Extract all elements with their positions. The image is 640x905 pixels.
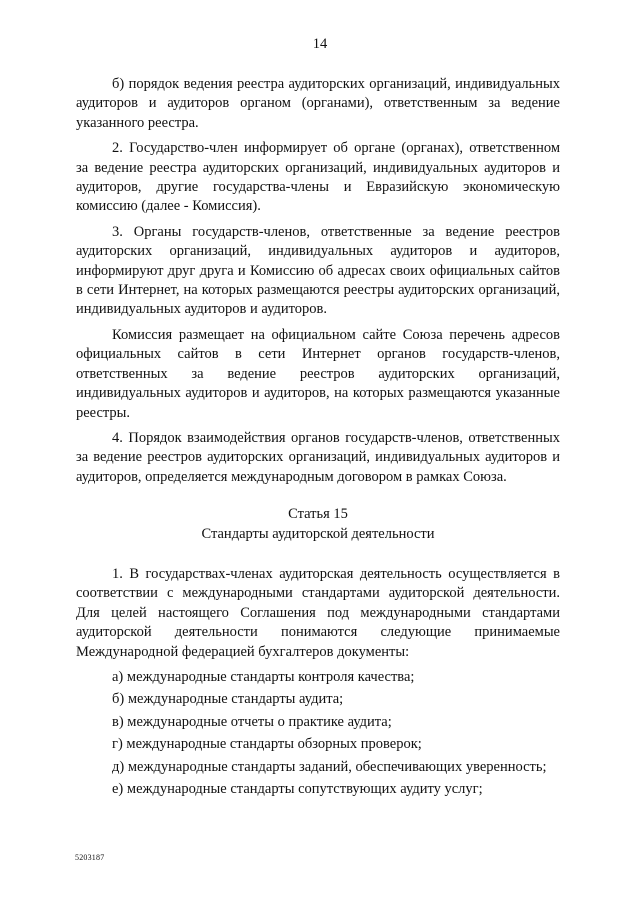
page-number: 14 (312, 36, 328, 52)
list-item: б) международные стандарты аудита; (112, 691, 344, 708)
article-title: Стандарты аудиторской деятельности (201, 525, 435, 542)
document-body (76, 75, 560, 802)
footer-document-code: 5203187 (75, 853, 105, 862)
list-item: г) международные стандарты обзорных проверок; (112, 736, 422, 753)
article-number: Статья 15 (288, 506, 348, 523)
paragraph: б) порядок ведения реестра аудиторских организаций, индивидуальных аудиторов и аудиторов органом (органами), ответственным за ведение указанного реестра. (76, 76, 560, 131)
list-item: д) международные стандарты заданий, обеспечивающих уверенность; (112, 758, 547, 775)
paragraph: Комиссия размещает на официальном сайте Союза перечень адресов официальных сайтов в сети Интернет органов государств-членов, ответственных за ведение реестров аудиторских организаций, индивидуальных аудиторов и аудиторов, на которых размещаются указанные реестры. (76, 326, 560, 421)
paragraph: 3. Органы государств-членов, ответственные за ведение реестров аудиторских организаций, индивидуальных аудиторов и аудиторов, информируют друг друга и Комиссию об адресах своих официальных сайтов в сети Интернет, на которых размещаются реестры аудиторских организаций, индивидуальных аудиторов и аудиторов. (76, 223, 560, 318)
paragraph: 1. В государствах-членах аудиторская деятельность осуществляется в соответствии с международными стандартами аудиторской деятельности. Для целей настоящего Соглашения под международными стандартами аудиторской деятельности понимаются следующие принимаемые Международной федерацией бухгалтеров документы: (76, 565, 560, 660)
paragraph: 2. Государство-член информирует об органе (органах), ответственном за ведение реестра аудиторских организаций, индивидуальных аудиторов и аудиторов, другие государства-члены и Евразийскую экономическую комиссию (далее - Комиссия). (76, 140, 560, 215)
paragraph: 4. Порядок взаимодействия органов государств-членов, ответственных за ведение реестров аудиторских организаций, индивидуальных аудиторов и аудиторов, определяется международным договором в рамках Союза. (76, 429, 560, 485)
list-item: в) международные отчеты о практике аудита; (112, 713, 392, 730)
list-item: е) международные стандарты сопутствующих аудиту услуг; (112, 781, 483, 797)
article-heading (76, 505, 560, 544)
list-item: а) международные стандарты контроля качества; (112, 668, 415, 685)
